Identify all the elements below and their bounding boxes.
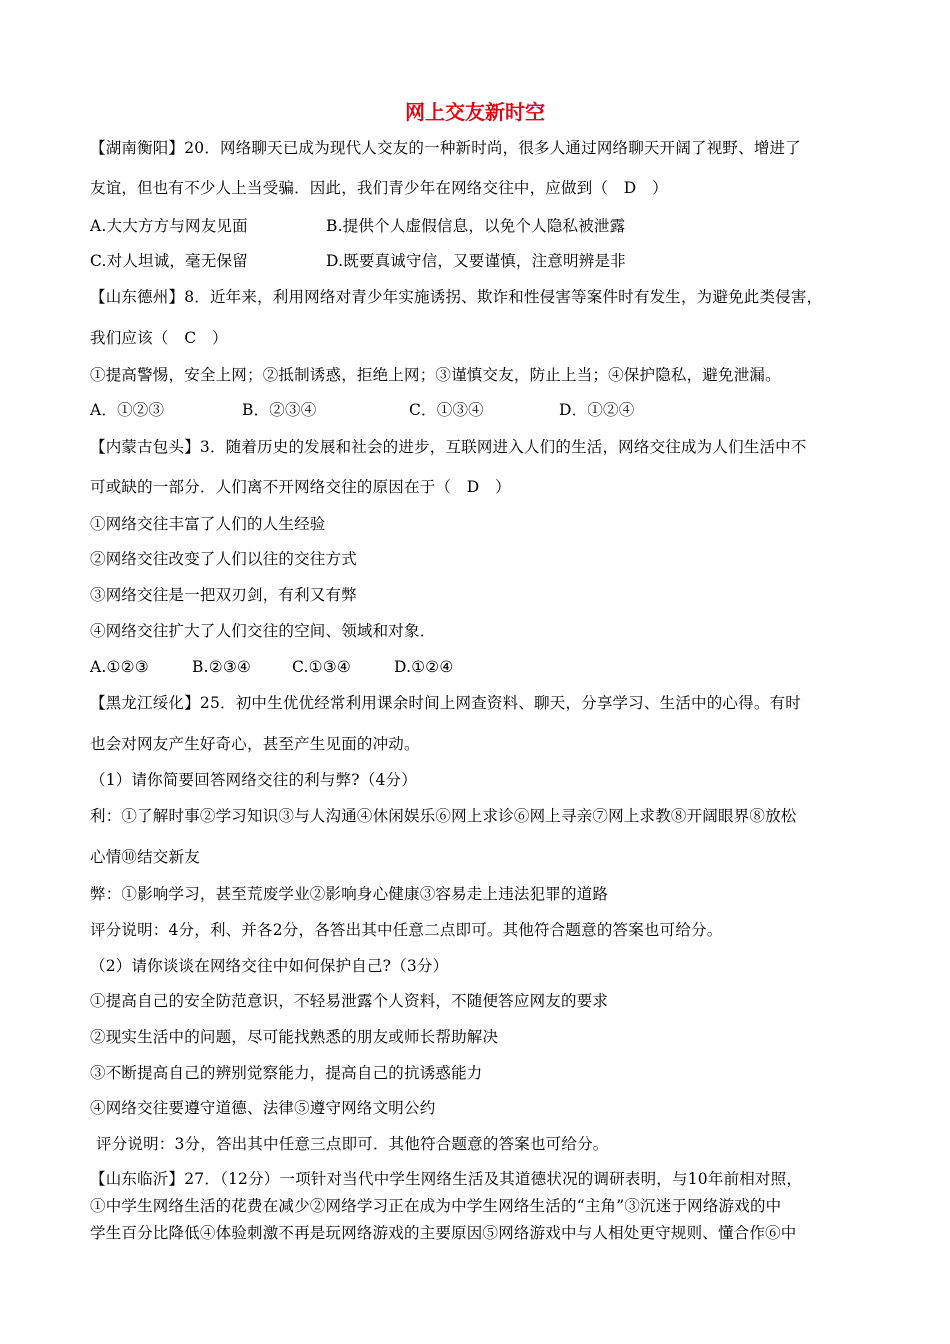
question-text: 学生百分比降低④体验刺激不再是玩网络游戏的主要原因⑤网络游戏中与人相处更守规则、懂合作⑥中 xyxy=(90,1224,797,1242)
question-text: 【湖南衡阳】20．网络聊天已成为现代人交友的一种新时尚，很多人通过网络聊天开阔了视野、增进了 xyxy=(90,139,801,157)
question-item: ④网络交往扩大了人们交往的空间、领域和对象． xyxy=(90,622,436,640)
question-text: 也会对网友产生好奇心，甚至产生见面的冲动。 xyxy=(90,735,420,753)
answer-text: 弊：①影响学习，甚至荒废学业②影响身心健康③容易走上违法犯罪的道路 xyxy=(90,885,609,903)
option-b: B.②③④ xyxy=(192,658,252,676)
answer-text: ④网络交往要遵守道德、法律⑤遵守网络文明公约 xyxy=(90,1099,436,1117)
page-title: 网上交友新时空 xyxy=(405,100,545,124)
option-row xyxy=(90,400,870,420)
option-b: B．②③④ xyxy=(242,401,317,419)
option-d: D．①②④ xyxy=(559,401,635,419)
question-text: 友谊，但也有不少人上当受骗．因此，我们青少年在网络交往中，应做到（ D ） xyxy=(90,179,668,197)
question-text: 【黑龙江绥化】25．初中生优优经常利用课余时间上网查资料、聊天，分享学习、生活中的心得。有时 xyxy=(90,694,801,712)
question-item: ③网络交往是一把双刃剑，有利又有弊 xyxy=(90,586,357,604)
question-item: ②网络交往改变了人们以往的交往方式 xyxy=(90,550,357,568)
answer-text: ③不断提高自己的辨别觉察能力，提高自己的抗诱惑能力 xyxy=(90,1064,483,1082)
option-b: B.提供个人虚假信息，以免个人隐私被泄露 xyxy=(326,217,626,235)
answer-text: ①提高自己的安全防范意识，不轻易泄露个人资料，不随便答应网友的要求 xyxy=(90,992,609,1010)
question-text: 可或缺的一部分．人们离不开网络交往的原因在于（ D ） xyxy=(90,478,511,496)
option-row xyxy=(90,216,870,236)
option-a: A.①②③ xyxy=(90,658,149,676)
option-d: D.既要真诚守信，又要谨慎，注意明辨是非 xyxy=(326,252,626,270)
option-row xyxy=(90,251,870,271)
scoring-note: 评分说明：4分，利、并各2分，各答出其中任意二点即可。其他符合题意的答案也可给分。 xyxy=(90,921,723,939)
answer-text: 利：①了解时事②学习知识③与人沟通④休闲娱乐⑥网上求诊⑥网上寻亲⑦网上求教⑧开阔眼界⑧放松 xyxy=(90,807,797,825)
question-text: 【山东德州】8．近年来，利用网络对青少年实施诱拐、欺诈和性侵害等案件时有发生，为避免此类侵害， xyxy=(90,288,823,306)
question-text: 【山东临沂】27．（12分）一项针对当代中学生网络生活及其道德状况的调研表明，与10年前相对照， xyxy=(90,1170,803,1188)
question-text: 【内蒙古包头】3．随着历史的发展和社会的进步，互联网进入人们的生活，网络交往成为人们生活中不 xyxy=(90,438,807,456)
option-c: C.①③④ xyxy=(292,658,351,676)
answer-text: 心情⑩结交新友 xyxy=(90,848,200,866)
question-item: ①网络交往丰富了人们的人生经验 xyxy=(90,515,326,533)
option-a: A．①②③ xyxy=(90,401,165,419)
question-items: ①提高警惕，安全上网；②抵制诱惑，拒绝上网；③谨慎交友，防止上当；④保护隐私，避免泄漏。 xyxy=(90,366,781,384)
option-c: C．①③④ xyxy=(409,401,484,419)
option-row xyxy=(90,657,870,677)
question-text: 我们应该（ C ） xyxy=(90,329,228,347)
option-a: A.大大方方与网友见面 xyxy=(90,217,248,235)
sub-question: （2）请你谈谈在网络交往中如何保护自己?（3分） xyxy=(90,957,449,975)
answer-text: ②现实生活中的问题，尽可能找熟悉的朋友或师长帮助解决 xyxy=(90,1028,499,1046)
sub-question: （1）请你简要回答网络交往的利与弊?（4分） xyxy=(90,771,417,789)
option-d: D.①②④ xyxy=(394,658,454,676)
scoring-note: 评分说明：3分，答出其中任意三点即可．其他符合题意的答案也可给分。 xyxy=(96,1135,609,1153)
question-text: ①中学生网络生活的花费在减少②网络学习正在成为中学生网络生活的“主角”③沉迷于网络游戏的中 xyxy=(90,1197,782,1215)
option-c: C.对人坦诚，毫无保留 xyxy=(90,252,248,270)
